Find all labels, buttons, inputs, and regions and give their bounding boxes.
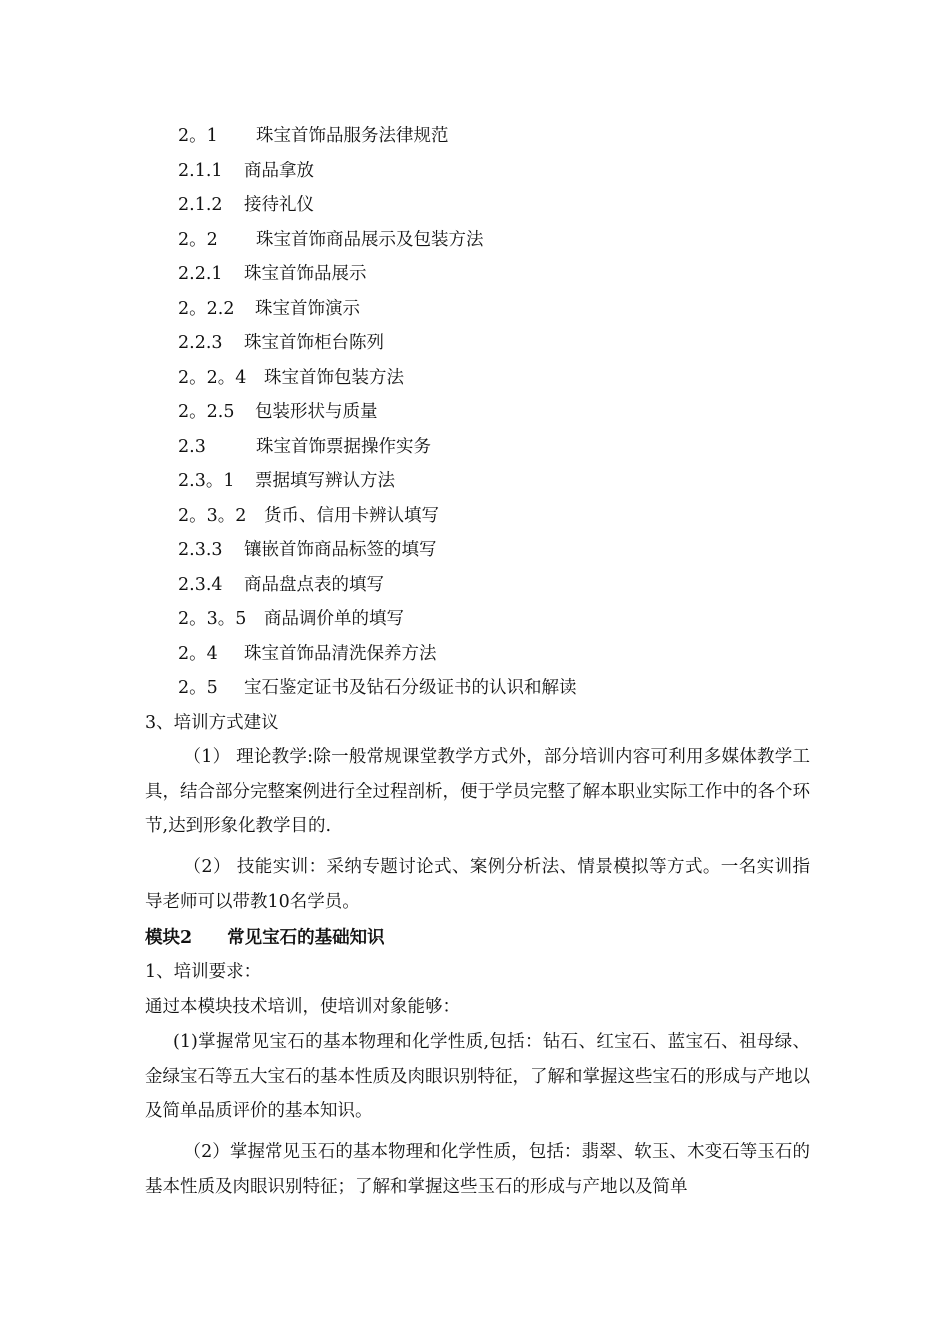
toc-item (178, 262, 367, 286)
toc-text: 包装形状与质量 (255, 402, 378, 422)
toc-item (178, 676, 577, 700)
toc-text: 珠宝首饰品服务法律规范 (256, 126, 449, 146)
toc-item (178, 642, 437, 666)
toc-text: 票据填写辨认方法 (255, 471, 395, 491)
toc-item (178, 504, 439, 528)
toc-text: 商品拿放 (244, 161, 314, 181)
toc-text: 珠宝首饰商品展示及包装方法 (256, 230, 484, 250)
toc-item (178, 538, 437, 562)
toc-text: 珠宝首饰品展示 (244, 264, 367, 284)
toc-number: 2.3。1 (178, 471, 235, 491)
toc-number: 2.2.3 (178, 333, 223, 353)
toc-item (178, 400, 378, 424)
toc-number: 2.2.1 (178, 264, 223, 284)
toc-number: 2。4 (178, 644, 218, 664)
toc-item (178, 469, 395, 493)
toc-text: 珠宝首饰柜台陈列 (244, 333, 384, 353)
toc-text: 珠宝首饰品清洗保养方法 (244, 644, 437, 664)
toc-text: 珠宝首饰票据操作实务 (256, 437, 431, 457)
toc-text: 货币、信用卡辨认填写 (264, 506, 439, 526)
toc-item (178, 159, 314, 183)
toc-number: 2.1.2 (178, 195, 223, 215)
toc-item (178, 193, 314, 217)
intro-text: 通过本模块技术培训，使培训对象能够： (145, 997, 460, 1017)
toc-text: 镶嵌首饰商品标签的填写 (244, 540, 437, 560)
toc-item (178, 607, 404, 631)
toc-number: 2。2.5 (178, 402, 235, 422)
toc-text: 商品盘点表的填写 (244, 575, 384, 595)
toc-item (178, 228, 484, 252)
paragraph: （2）掌握常见玉石的基本物理和化学性质，包括：翡翠、软玉、木变石等玉石的基本性质及肉眼识别特征；了解和掌握这些玉石的形成与产地以及简单 (145, 1142, 810, 1197)
toc-text: 珠宝首饰演示 (255, 299, 360, 319)
toc-text: 接待礼仪 (244, 195, 314, 215)
section-heading: 3、培训方式建议 (145, 713, 279, 733)
paragraph: (1)掌握常见宝石的基本物理和化学性质,包括：钻石、红宝石、蓝宝石、祖母绿、金绿宝石等五大宝石的基本性质及肉眼识别特征，了解和掌握这些宝石的形成与产地以及简单品质评价的基本知识。 (145, 1032, 810, 1121)
paragraph: （1） 理论教学:除一般常规课堂教学方式外，部分培训内容可利用多媒体教学工具，结合部分完整案例进行全过程剖析，便于学员完整了解本职业实际工作中的各个环节,达到形象化教学目的. (145, 747, 810, 836)
toc-text: 宝石鉴定证书及钻石分级证书的认识和解读 (244, 678, 577, 698)
toc-number: 2。2。4 (178, 368, 247, 388)
toc-number: 2.3.3 (178, 540, 223, 560)
toc-number: 2。1 (178, 126, 218, 146)
toc-number: 2。3。2 (178, 506, 247, 526)
toc-number: 2.1.1 (178, 161, 223, 181)
toc-number: 2。2 (178, 230, 218, 250)
toc-item (178, 124, 449, 148)
toc-number: 2。2.2 (178, 299, 235, 319)
section-heading: 1、培训要求： (145, 962, 262, 982)
toc-item (178, 573, 384, 597)
toc-text: 商品调价单的填写 (264, 609, 404, 629)
paragraph: （2） 技能实训：采纳专题讨论式、案例分析法、情景模拟等方式。一名实训指导老师可以带教10名学员。 (145, 857, 810, 912)
toc-item (178, 435, 431, 459)
toc-text: 珠宝首饰包装方法 (264, 368, 404, 388)
toc-number: 2.3.4 (178, 575, 223, 595)
toc-number: 2。5 (178, 678, 218, 698)
toc-number: 2.3 (178, 437, 206, 457)
toc-item (178, 331, 384, 355)
module-title: 模块2 常见宝石的基础知识 (145, 928, 385, 948)
toc-number: 2。3。5 (178, 609, 247, 629)
toc-item (178, 366, 404, 390)
toc-item (178, 297, 360, 321)
